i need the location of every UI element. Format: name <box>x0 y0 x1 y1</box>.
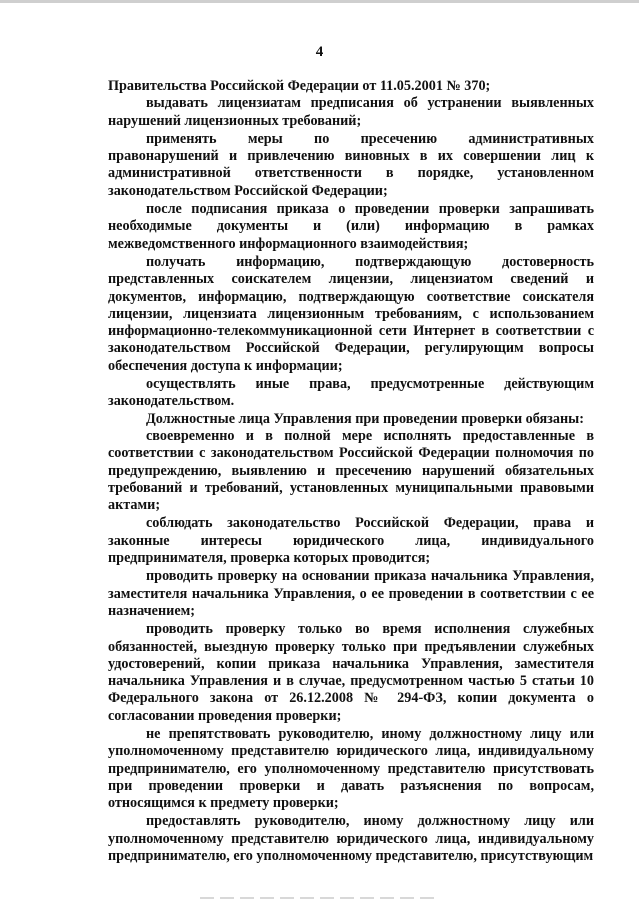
page-number: 4 <box>315 44 324 60</box>
paragraph: проводить проверку только во время исполнения служебных обязанностей, выездную проверку только при предъявлении служебных удостоверений, копии приказа начальника Управления, заместителя начальника Управления и в случае, предусмотренном частью 5 статьи 10 Федерального закона от 26.12.2008 № 294-ФЗ, копии документа о согласовании проведения проверки; <box>108 621 594 724</box>
scan-artifact <box>200 897 440 899</box>
paragraph: получать информацию, подтверждающую достоверность представленных соискателем лицензии, лицензиатом сведений и документов, информацию, подтверждающую соответствие соискателя лицензии, лицензиата лицензионным требованиям, с использованием информационно-телекоммуникационной сети Интернет в соответствии с законодательством Российской Федерации, регулирующим вопросы обеспечения доступа к информации; <box>108 253 594 374</box>
paragraph: применять меры по пресечению административных правонарушений и привлечению виновных в их совершении лиц к административной ответственности в порядке, установленном законодательством Российской Федерации; <box>108 130 594 199</box>
paragraph: Должностные лица Управления при проведении проверки обязаны: <box>146 410 584 427</box>
document-body <box>108 78 594 865</box>
paragraph: предоставлять руководителю, иному должностному лицу или уполномоченному представителю юридического лица, индивидуальному предпринимателю, его уполномоченному представителю, присутствующим <box>108 813 594 865</box>
paragraph: проводить проверку на основании приказа начальника Управления, заместителя начальника Управления, о ее проведении в соответствии с ее назначением; <box>108 568 594 619</box>
paragraph: Правительства Российской Федерации от 11.05.2001 № 370; <box>108 78 491 94</box>
scan-edge <box>0 0 639 3</box>
paragraph: не препятствовать руководителю, иному должностному лицу или уполномоченному представителю юридического лица, индивидуальному предпринимателю, его уполномоченному представителю присутствовать при проведении проверки и давать разъяснения по вопросам, относящимся к предмету проверки; <box>108 725 594 812</box>
paragraph: после подписания приказа о проведении проверки запрашивать необходимые документы и (или) информацию в рамках межведомственного информационного взаимодействия; <box>108 201 594 252</box>
paragraph: своевременно и в полной мере исполнять предоставленные в соответствии с законодательством Российской Федерации полномочия по предупреждению, выявлению и пресечению нарушений обязательных требований и требований, установленных муниципальными правовыми актами; <box>108 427 594 514</box>
paragraph: соблюдать законодательство Российской Федерации, права и законные интересы юридического лица, индивидуального предпринимателя, проверка которых проводится; <box>108 515 594 567</box>
paragraph: осуществлять иные права, предусмотренные действующим законодательством. <box>108 376 594 410</box>
paragraph: выдавать лицензиатам предписания об устранении выявленных нарушений лицензионных требований; <box>108 95 594 129</box>
